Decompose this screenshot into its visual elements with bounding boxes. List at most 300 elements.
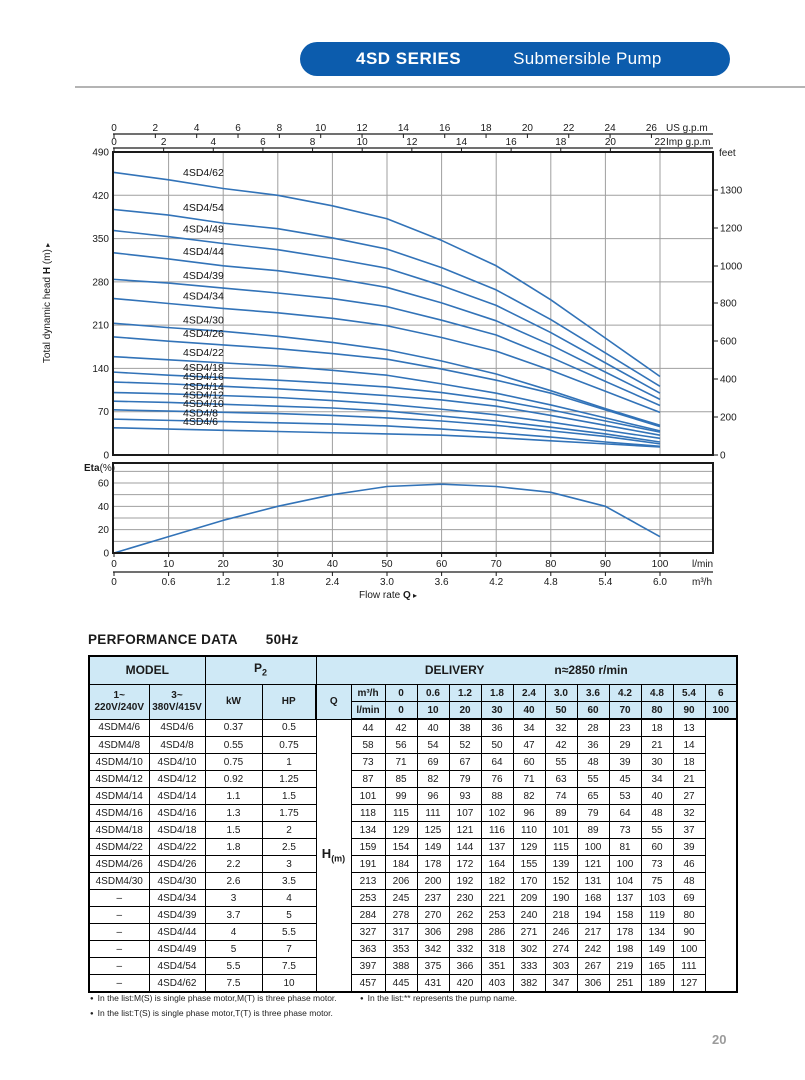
head-value: 104 [609,873,641,890]
head-value: 27 [673,788,705,805]
svg-text:10: 10 [356,137,368,148]
svg-text:0: 0 [720,450,726,462]
head-value: 139 [545,856,577,873]
svg-text:50: 50 [381,559,393,570]
head-value: 50 [481,737,513,754]
head-value: 353 [385,941,417,958]
head-value: 32 [545,719,577,737]
svg-text:140: 140 [92,363,109,375]
head-value: 42 [545,737,577,754]
head-value: 274 [545,941,577,958]
head-value: 198 [609,941,641,958]
svg-text:40: 40 [326,559,338,570]
head-value: 55 [545,754,577,771]
delivery-label: DELIVERY [424,662,485,677]
svg-text:18: 18 [480,123,492,134]
head-value: 154 [385,839,417,856]
head-value: 82 [417,771,449,788]
head-value: 457 [351,975,385,993]
head-value: 37 [673,822,705,839]
svg-text:80: 80 [545,559,557,570]
head-value: 219 [609,958,641,975]
svg-text:16: 16 [505,137,517,148]
svg-text:2.4: 2.4 [325,577,340,588]
head-value: 38 [449,719,481,737]
svg-text:Eta(%): Eta(%) [84,463,116,474]
svg-text:4SD4/6: 4SD4/6 [183,416,219,429]
head-value: 40 [417,719,449,737]
head-value: 262 [449,907,481,924]
svg-text:10: 10 [163,559,175,570]
svg-text:20: 20 [217,559,229,570]
svg-text:4SD4/14: 4SD4/14 [183,380,224,393]
svg-text:4SD4/54: 4SD4/54 [183,202,224,215]
header-m3h: m³/h [351,685,385,702]
head-value: 332 [449,941,481,958]
head-value: 73 [641,856,673,873]
table-row: 4SDM4/16 4SD4/16 1.3 1.75 118 115 111 107 102 96 89 79 64 48 32 [89,805,737,822]
head-value: 85 [385,771,417,788]
series-subtitle: Submersible Pump [513,49,662,68]
head-value: 56 [385,737,417,754]
header-kw: kW [205,685,262,720]
head-value: 65 [577,788,609,805]
svg-text:4SD4/62: 4SD4/62 [183,166,224,179]
svg-text:1.8: 1.8 [270,577,285,588]
table-row: – 4SD4/34 3 4 253 245 237 230 221 209 190 168 137 103 69 [89,890,737,907]
table-row: 4SDM4/26 4SD4/26 2.2 3 191 184 178 172 164 155 139 121 100 73 46 [89,856,737,873]
m3h-value: 0.6 [417,685,449,702]
m3h-value: 3.0 [545,685,577,702]
head-value: 144 [449,839,481,856]
head-value: 213 [351,873,385,890]
head-value: 137 [481,839,513,856]
head-value: 80 [673,907,705,924]
m3h-value: 4.2 [609,685,641,702]
head-value: 318 [481,941,513,958]
head-value: 129 [385,822,417,839]
lmin-value: 40 [513,702,545,720]
svg-text:4SD4/34: 4SD4/34 [183,290,224,303]
head-value: 100 [577,839,609,856]
m3h-value: 0 [385,685,417,702]
head-value: 54 [417,737,449,754]
lmin-value: 90 [673,702,705,720]
table-row: – 4SD4/39 3.7 5 284 278 270 262 253 240 218 194 158 119 80 [89,907,737,924]
head-value: 200 [417,873,449,890]
page-number: 20 [712,1032,727,1047]
svg-text:1200: 1200 [720,223,743,235]
svg-text:4SD4/12: 4SD4/12 [183,389,224,402]
m3h-value: 6 [705,685,737,702]
head-value: 420 [449,975,481,993]
table-row: 4SDM4/22 4SD4/22 1.8 2.5 159 154 149 144 137 129 115 100 81 60 39 [89,839,737,856]
svg-text:16: 16 [439,123,451,134]
table-row: – 4SD4/44 4 5.5 327 317 306 298 286 271 246 217 178 134 90 [89,924,737,941]
head-value: 115 [385,805,417,822]
svg-text:6.0: 6.0 [653,577,667,588]
head-value: 158 [609,907,641,924]
head-value: 172 [449,856,481,873]
svg-text:60: 60 [97,478,109,490]
head-value: 217 [577,924,609,941]
head-value: 101 [545,822,577,839]
svg-text:8: 8 [309,137,316,148]
head-value: 55 [577,771,609,788]
head-value: 116 [481,822,513,839]
svg-text:22: 22 [654,137,666,148]
svg-text:400: 400 [720,374,737,386]
svg-text:210: 210 [92,320,109,332]
head-value: 60 [641,839,673,856]
svg-text:4SD4/49: 4SD4/49 [183,223,224,236]
svg-text:200: 200 [720,412,737,424]
table-title [88,632,299,647]
svg-text:350: 350 [92,234,109,246]
head-value: 121 [449,822,481,839]
svg-text:0: 0 [111,137,117,148]
head-value: 267 [577,958,609,975]
svg-text:3.0: 3.0 [380,577,394,588]
head-value: 21 [641,737,673,754]
head-value: 48 [577,754,609,771]
head-value: 270 [417,907,449,924]
svg-text:14: 14 [455,137,468,148]
head-value: 14 [673,737,705,754]
head-value: 152 [545,873,577,890]
table-row: – 4SD4/54 5.5 7.5 397 388 375 366 351 333 303 267 219 165 111 [89,958,737,975]
svg-text:5.4: 5.4 [598,577,613,588]
head-value: 69 [673,890,705,907]
lmin-value: 10 [417,702,449,720]
head-value: 237 [417,890,449,907]
head-value: 192 [449,873,481,890]
svg-text:280: 280 [92,277,109,289]
svg-text:0: 0 [111,577,117,588]
svg-text:6: 6 [260,137,266,148]
head-value: 134 [641,924,673,941]
head-value: 165 [641,958,673,975]
svg-text:20: 20 [97,525,109,537]
svg-text:4: 4 [193,123,200,134]
svg-text:4SD4/44: 4SD4/44 [183,245,224,258]
table-row: – 4SD4/49 5 7 363 353 342 332 318 302 274 242 198 149 100 [89,941,737,958]
head-value: 30 [641,754,673,771]
svg-text:40: 40 [97,501,109,513]
head-value: 184 [385,856,417,873]
svg-text:8: 8 [276,123,283,134]
head-value: 23 [609,719,641,737]
head-value: 29 [609,737,641,754]
head-value: 89 [545,805,577,822]
head-value: 115 [545,839,577,856]
head-value: 242 [577,941,609,958]
svg-text:14: 14 [397,123,409,134]
head-value: 431 [417,975,449,993]
head-value: 60 [513,754,545,771]
head-value: 164 [481,856,513,873]
svg-text:4SD4/39: 4SD4/39 [183,270,224,283]
svg-text:4SD4/26: 4SD4/26 [183,328,224,341]
lmin-value: 0 [385,702,417,720]
head-value: 445 [385,975,417,993]
footnote-1: ● In the list:M(S) is single phase motor,M(T) is three phase motor. [90,993,337,1003]
table-row: 4SDM4/14 4SD4/14 1.1 1.5 101 99 96 93 88 82 74 65 53 40 27 [89,788,737,805]
head-value: 36 [481,719,513,737]
head-value: 303 [545,958,577,975]
head-value: 18 [641,719,673,737]
head-value: 134 [351,822,385,839]
m3h-value: 3.6 [577,685,609,702]
svg-text:800: 800 [720,298,737,310]
head-value: 89 [577,822,609,839]
head-value: 118 [351,805,385,822]
lmin-value: 60 [577,702,609,720]
svg-text:Total dynamic head H (m) ▸: Total dynamic head H (m) ▸ [42,242,53,364]
svg-text:18: 18 [555,137,567,148]
head-value: 53 [609,788,641,805]
series-title: 4SD SERIES [356,49,462,68]
svg-text:24: 24 [604,123,616,134]
m3h-value: 1.8 [481,685,513,702]
head-value: 34 [641,771,673,788]
head-value: 71 [513,771,545,788]
head-value: 99 [385,788,417,805]
head-value: 251 [609,975,641,993]
head-value: 125 [417,822,449,839]
head-value: 13 [673,719,705,737]
head-value: 327 [351,924,385,941]
head-value: 306 [417,924,449,941]
header-q: Q [316,685,351,720]
svg-text:4SD4/8: 4SD4/8 [183,407,219,420]
head-value: 111 [673,958,705,975]
head-value: 82 [513,788,545,805]
footnote-2: ● In the list:** represents the pump name. [360,993,517,1003]
head-value: 155 [513,856,545,873]
svg-text:4.2: 4.2 [489,577,504,588]
header-hp: HP [262,685,316,720]
footnote-3: ● In the list:T(S) is single phase motor,T(T) is three phase motor. [90,1008,333,1018]
head-value: 73 [609,822,641,839]
table-row: 4SDM4/6 4SD4/6 0.37 0.5 $H_{(m)}$ 44 42 40 38 36 34 32 28 23 18 13 [89,719,737,737]
head-value: 278 [385,907,417,924]
svg-text:0: 0 [111,559,117,570]
head-value: 397 [351,958,385,975]
svg-text:12: 12 [406,137,418,148]
head-value: 253 [481,907,513,924]
head-value: 101 [351,788,385,805]
head-value: 375 [417,958,449,975]
svg-text:3.6: 3.6 [434,577,449,588]
head-value: 170 [513,873,545,890]
head-value: 34 [513,719,545,737]
svg-text:feet: feet [719,148,736,159]
head-value: 121 [577,856,609,873]
head-value: 39 [673,839,705,856]
svg-text:1.2: 1.2 [216,577,231,588]
lmin-value: 20 [449,702,481,720]
head-value: 28 [577,719,609,737]
head-value: 333 [513,958,545,975]
head-value: 96 [417,788,449,805]
head-value: 129 [513,839,545,856]
head-value: 39 [609,754,641,771]
svg-text:Flow rate Q ▸: Flow rate Q ▸ [359,590,417,601]
head-value: 21 [673,771,705,788]
head-value: 191 [351,856,385,873]
header-three-phase: 3~ 380V/415V [149,685,205,720]
head-value: 90 [673,924,705,941]
head-value: 221 [481,890,513,907]
svg-text:Imp g.p.m: Imp g.p.m [666,137,711,148]
head-value: 48 [641,805,673,822]
header-delivery [316,656,737,685]
head-value: 75 [641,873,673,890]
head-value: 209 [513,890,545,907]
svg-text:US g.p.m: US g.p.m [666,123,708,134]
svg-text:0: 0 [103,450,109,462]
lmin-value: 80 [641,702,673,720]
header-lmin: l/min [351,702,385,720]
head-value: 81 [609,839,641,856]
lmin-value: 50 [545,702,577,720]
head-value: 52 [449,737,481,754]
svg-text:26: 26 [645,123,657,134]
svg-text:1000: 1000 [720,261,743,273]
header-p2: $P_2$ [205,656,316,685]
head-value: 302 [513,941,545,958]
head-value: 111 [417,805,449,822]
svg-text:100: 100 [651,559,669,570]
svg-text:70: 70 [97,407,109,419]
head-value: 64 [609,805,641,822]
head-value: 168 [577,890,609,907]
head-value: 76 [481,771,513,788]
head-value: 79 [577,805,609,822]
head-value: 47 [513,737,545,754]
head-value: 110 [513,822,545,839]
head-value: 102 [481,805,513,822]
head-value: 194 [577,907,609,924]
head-value: 271 [513,924,545,941]
lmin-value: 70 [609,702,641,720]
head-value: 58 [351,737,385,754]
head-value: 79 [449,771,481,788]
lmin-value: 30 [481,702,513,720]
head-value: 71 [385,754,417,771]
head-value: 42 [385,719,417,737]
head-value: 189 [641,975,673,993]
head-value: 298 [449,924,481,941]
svg-text:6: 6 [235,123,241,134]
svg-text:70: 70 [490,559,502,570]
svg-text:m³/h: m³/h [692,577,712,588]
head-value: 253 [351,890,385,907]
head-value: 388 [385,958,417,975]
head-value: 286 [481,924,513,941]
head-value: 159 [351,839,385,856]
head-value: 284 [351,907,385,924]
head-value: 230 [449,890,481,907]
head-value: 347 [545,975,577,993]
head-value: 366 [449,958,481,975]
head-value: 245 [385,890,417,907]
head-value: 351 [481,958,513,975]
table-row: 4SDM4/8 4SD4/8 0.55 0.75 58 56 54 52 50 47 42 36 29 21 14 [89,737,737,754]
head-value: 64 [481,754,513,771]
head-value: 382 [513,975,545,993]
svg-text:4SD4/22: 4SD4/22 [183,346,224,359]
svg-text:60: 60 [436,559,448,570]
head-value: 63 [545,771,577,788]
m3h-value: 5.4 [673,685,705,702]
header-single-phase: 1~ 220V/240V [89,685,149,720]
head-value: 45 [609,771,641,788]
svg-text:490: 490 [92,147,109,159]
speed-label: n≈2850 r/min [554,662,628,677]
head-value: 73 [351,754,385,771]
head-value: 306 [577,975,609,993]
head-value: 46 [673,856,705,873]
head-value: 190 [545,890,577,907]
svg-text:4SD4/10: 4SD4/10 [183,398,224,411]
svg-text:1300: 1300 [720,185,743,197]
svg-text:90: 90 [599,559,611,570]
head-value: 93 [449,788,481,805]
head-value: 131 [577,873,609,890]
head-value: 55 [641,822,673,839]
m3h-value: 1.2 [449,685,481,702]
head-value: 18 [673,754,705,771]
table-row: 4SDM4/10 4SD4/10 0.75 1 73 71 69 67 64 60 55 48 39 30 18 [89,754,737,771]
table-row: 4SDM4/18 4SD4/18 1.5 2 134 129 125 121 116 110 101 89 73 55 37 [89,822,737,839]
svg-text:4SD4/30: 4SD4/30 [183,314,224,327]
svg-text:20: 20 [521,123,533,134]
svg-text:l/min: l/min [692,559,714,570]
head-value: 119 [641,907,673,924]
svg-text:0.6: 0.6 [161,577,176,588]
svg-text:0: 0 [111,123,117,134]
head-value: 403 [481,975,513,993]
svg-text:2: 2 [160,137,167,148]
head-value: 246 [545,924,577,941]
head-value: 149 [417,839,449,856]
head-value: 127 [673,975,705,993]
svg-text:22: 22 [563,123,575,134]
head-value: 178 [417,856,449,873]
svg-text:12: 12 [356,123,368,134]
header-model: MODEL [89,656,205,685]
head-value: 206 [385,873,417,890]
svg-text:20: 20 [604,137,616,148]
performance-table [88,655,738,993]
head-value: 137 [609,890,641,907]
head-value: 44 [351,719,385,737]
head-value: 342 [417,941,449,958]
lmin-value: 100 [705,702,737,720]
svg-text:420: 420 [92,190,109,202]
table-row: 4SDM4/12 4SD4/12 0.92 1.25 87 85 82 79 76 71 63 55 45 34 21 [89,771,737,788]
head-value: 100 [673,941,705,958]
table-row: – 4SD4/62 7.5 10 457 445 431 420 403 382 347 306 251 189 127 [89,975,737,993]
svg-text:4SD4/16: 4SD4/16 [183,370,224,383]
svg-text:600: 600 [720,336,737,348]
svg-text:4.8: 4.8 [543,577,558,588]
svg-text:4SD4/18: 4SD4/18 [183,362,224,375]
table-row: 4SDM4/30 4SD4/30 2.6 3.5 213 206 200 192 182 170 152 131 104 75 48 [89,873,737,890]
head-value: 32 [673,805,705,822]
